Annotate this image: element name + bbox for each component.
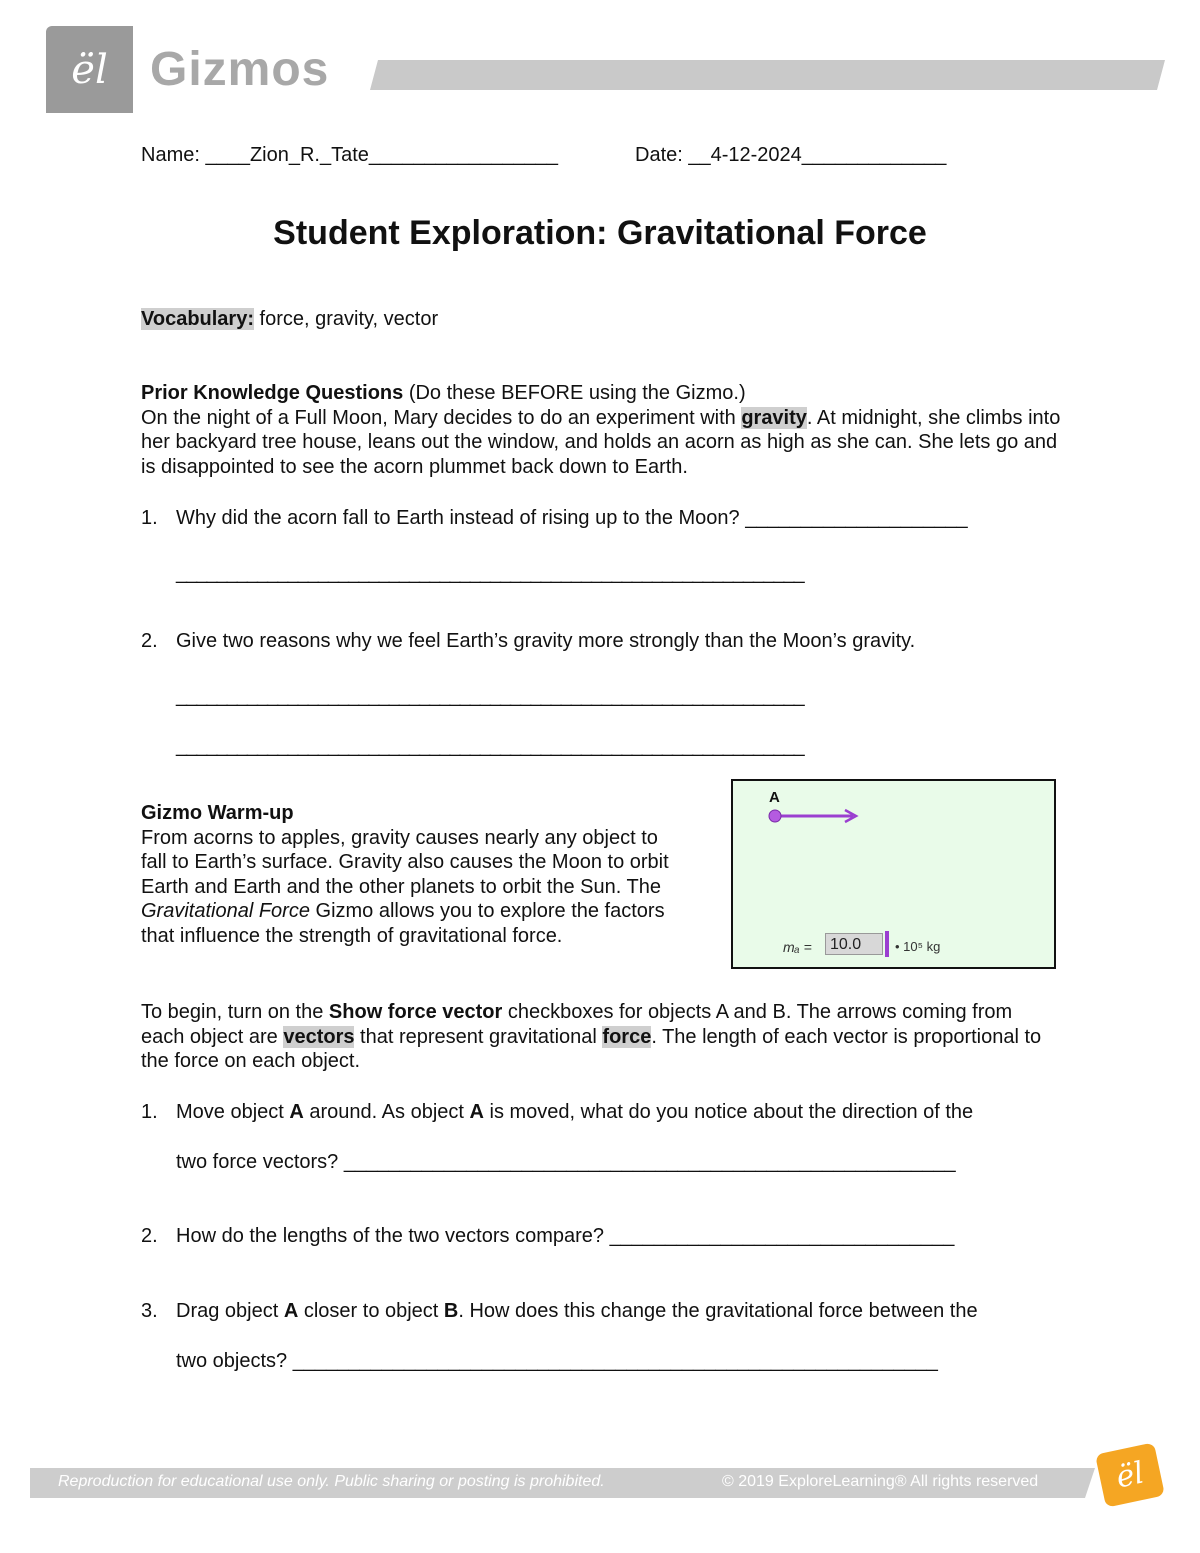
question-number: 1. (141, 1101, 158, 1123)
prior-knowledge-section (141, 381, 1061, 479)
prior-para-2: . At midnight, she climbs into her backyard tree house, leans out the window, and holds an acorn as high as she can. She lets go and is disappointed to see the acorn plummet back down to Earth. (141, 406, 1061, 478)
warmup-heading: Gizmo Warm-up (141, 802, 294, 824)
explorelearning-logo (46, 26, 133, 113)
prior-question-2 (141, 629, 915, 654)
prior-knowledge-heading: Prior Knowledge Questions (141, 382, 404, 404)
warmup-question-3 (141, 1299, 978, 1324)
page-title: Student Exploration: Gravitational Force (273, 214, 927, 252)
mass-slider-handle[interactable] (885, 931, 889, 957)
logo-glyph: ël (71, 46, 108, 93)
force-term: force (602, 1025, 652, 1048)
gravity-term: gravity (741, 406, 807, 429)
question-text: Move object (176, 1101, 290, 1123)
prior-para-1: On the night of a Full Moon, Mary decides to do an experiment with (141, 406, 742, 429)
object-b-ref: B (443, 1300, 459, 1322)
name-field[interactable]: Name: ____Zion_R._Tate_________________ (141, 144, 559, 166)
object-a-dot[interactable] (769, 810, 781, 822)
answer-line[interactable]: ______________________________________________________________ (176, 562, 804, 584)
mass-unit: • 10⁵ kg (895, 939, 941, 954)
question-text: Drag object (176, 1300, 284, 1322)
vocabulary-terms: force, gravity, vector (254, 308, 439, 330)
warmup-text-2: Gizmo allows you to explore the factors that influence the strength of gravitational force. (141, 900, 665, 947)
question-number: 2. (141, 1225, 158, 1247)
warmup-answer-line-3[interactable]: two objects? __________________________________________________________ (176, 1350, 938, 1372)
object-a-label: A (769, 789, 780, 806)
warmup-text-1: From acorns to apples, gravity causes nearly any object to fall to Earth’s surface. Gravity also causes the Moon to orbit Earth and Earth and the other planets to orbit the Sun. The (141, 826, 669, 898)
question-number: 2. (141, 630, 158, 652)
date-field[interactable]: Date: __4-12-2024_____________ (635, 144, 947, 166)
prior-knowledge-note: (Do these BEFORE using the Gizmo.) (403, 382, 746, 404)
show-force-vector-term: Show force vector (328, 1001, 503, 1023)
footer-logo-icon (1095, 1442, 1165, 1507)
question-text: is moved, what do you notice about the direction of the (483, 1101, 974, 1123)
vocabulary-label: Vocabulary: (141, 308, 254, 330)
object-a-ref: A (289, 1101, 304, 1123)
question-text[interactable]: Why did the acorn fall to Earth instead of rising up to the Moon? ____________________ (176, 507, 968, 529)
gizmo-screenshot-panel (731, 779, 1056, 969)
warmup-section (141, 801, 681, 949)
footer-logo-glyph: ël (1112, 1455, 1148, 1495)
question-number: 3. (141, 1300, 158, 1322)
intro-text: . The length of each vector is proportional to the force on each object. (141, 1025, 1042, 1073)
brand-name: Gizmos (150, 43, 330, 96)
force-vector-graphic (763, 805, 873, 835)
vocabulary-line (141, 307, 438, 332)
question-text: closer to object (298, 1300, 444, 1322)
warmup-intro (141, 1000, 1061, 1074)
object-a-ref: A (283, 1300, 299, 1322)
footer-copyright: © 2019 ExploreLearning® All rights reserved (722, 1473, 1039, 1490)
intro-text: checkboxes for objects A and B. The arrows coming from each object are (141, 1001, 1013, 1048)
warmup-answer-line-1[interactable]: two force vectors? _______________________________________________________ (176, 1151, 956, 1173)
intro-text: that represent gravitational (354, 1025, 603, 1048)
warmup-question-2 (141, 1224, 954, 1249)
answer-line[interactable]: ______________________________________________________________ (176, 685, 804, 707)
intro-text: To begin, turn on the (141, 1001, 329, 1023)
warmup-question-1 (141, 1100, 973, 1125)
question-number: 1. (141, 507, 158, 529)
question-text: around. As object (303, 1101, 470, 1123)
footer-disclaimer: Reproduction for educational use only. Public sharing or posting is prohibited. (58, 1473, 605, 1490)
object-a-ref: A (469, 1101, 484, 1123)
answer-line[interactable]: ______________________________________________________________ (176, 735, 804, 757)
question-text[interactable]: How do the lengths of the two vectors compare? _______________________________ (176, 1225, 955, 1247)
question-text: . How does this change the gravitational force between the (458, 1300, 978, 1322)
gizmo-name: Gravitational Force (141, 900, 310, 923)
question-text: Give two reasons why we feel Earth’s gravity more strongly than the Moon’s gravity. (176, 630, 916, 652)
mass-label: mₐ = (783, 939, 812, 955)
header-bar (370, 60, 1165, 90)
vectors-term: vectors (283, 1025, 355, 1048)
prior-question-1 (141, 506, 968, 531)
mass-input[interactable]: 10.0 (825, 933, 883, 955)
